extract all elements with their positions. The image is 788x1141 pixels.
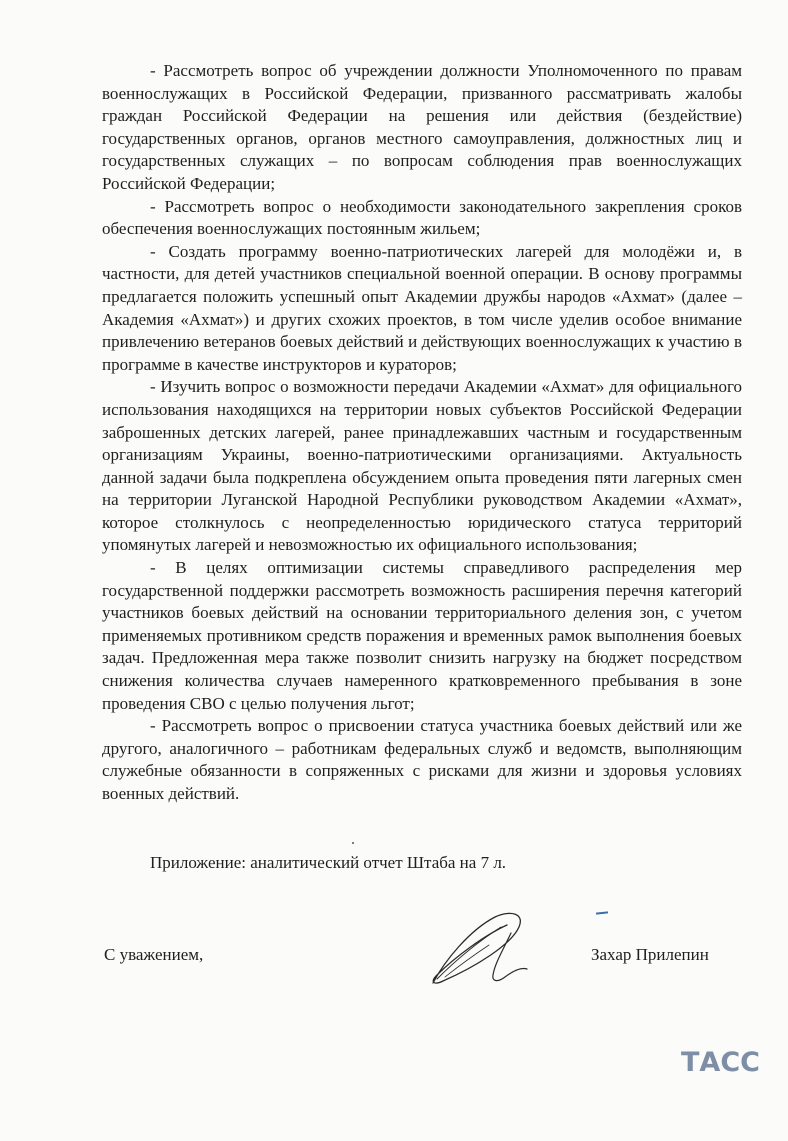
ink-mark xyxy=(596,911,608,914)
proposal-paragraph: - Рассмотреть вопрос о необходимости законодательного закрепления сроков обеспечения военнослужащих постоянным жильем; xyxy=(102,196,742,239)
proposal-paragraph: - В целях оптимизации системы справедливого распределения мер государственной поддержки рассмотреть возможность расширения перечня категорий участников боевых действий на основании территориального деления зон, с учетом применяемых противником средств поражения и временных рамок выполнения боевых задач. Предложенная мера также позволит снизить нагрузку на бюджет посредством снижения количества случаев намеренного кратковременного пребывания в зоне проведения СВО с целью получения льгот; xyxy=(102,558,742,713)
scan-speck xyxy=(352,842,354,844)
handwritten-signature xyxy=(415,905,545,995)
proposal-paragraph: - Создать программу военно-патриотических лагерей для молодёжи и, в частности, для детей участников специальной военной операции. В основу программы предлагается положить успешный опыт Академии дружбы народов «Ахмат» (далее – Академия «Ахмат») и других схожих проектов, в том числе уделив особое внимание привлечению ветеранов боевых действий и действующих военнослужащих к участию в программе в качестве инструкторов и кураторов; xyxy=(102,241,742,374)
proposal-paragraph: - Рассмотреть вопрос о присвоении статуса участника боевых действий или же другого, аналогичного – работникам федеральных служб и ведомств, выполняющим служебные обязанности в сопряженных с рисками для жизни и здоровья условиях военных действий. xyxy=(102,716,742,803)
attachment-note: Приложение: аналитический отчет Штаба на 7 л. xyxy=(150,853,507,872)
proposal-paragraph: - Рассмотреть вопрос об учреждении должности Уполномоченного по правам военнослужащих в Российской Федерации, призванного рассматривать жалобы граждан Российской Федерации на решения или действия (бездействие) государственных органов, органов местного самоуправления, должностных лиц и государственных служащих – по вопросам соблюдения прав военнослужащих Российской Федерации; xyxy=(102,61,742,193)
letter-body xyxy=(102,60,742,806)
tass-logo: ТАСС xyxy=(681,1047,760,1078)
author-name: Захар Прилепин xyxy=(591,945,709,964)
proposal-paragraph: - Изучить вопрос о возможности передачи Академии «Ахмат» для официального использования находящихся на территории новых субъектов Российской Федерации заброшенных детских лагерей, ранее принадлежавших частным и государственным организациям Украины, военно-патриотическими организациями. Актуальность данной задачи была подкреплена обсуждением опыта проведения пяти лагерных смен на территории Луганской Народной Республики руководством Академии «Ахмат», которое столкнулось с неопределенностью юридического статуса территорий упомянутых лагерей и невозможностью их официального использования; xyxy=(102,377,742,555)
closing-salutation: С уважением, xyxy=(104,945,204,964)
